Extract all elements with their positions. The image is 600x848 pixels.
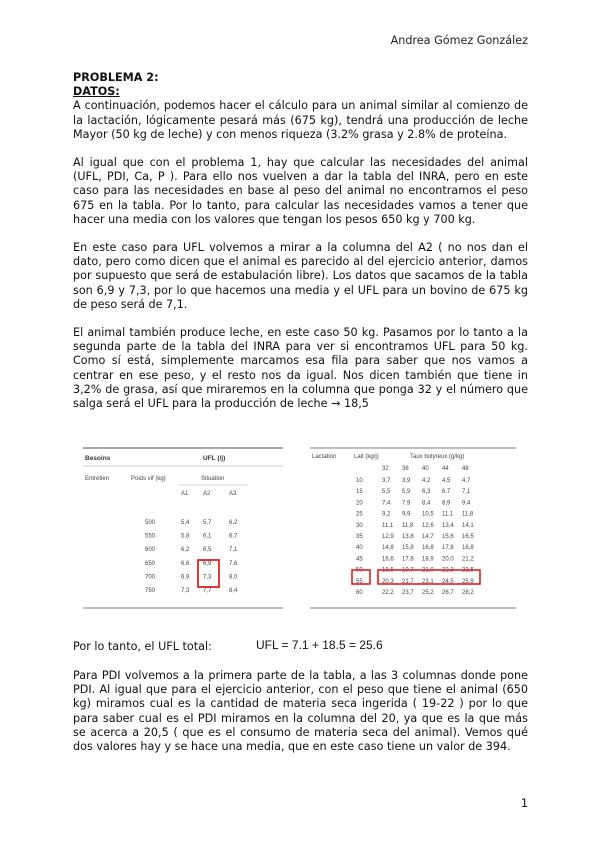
document-body <box>73 71 528 411</box>
tr-value-cell: 4,7 <box>462 478 471 484</box>
tl-col-header: A3 <box>229 491 237 497</box>
tr-heading: Taux butyreux (g/kg) <box>410 454 465 460</box>
tr-value-cell: 28,2 <box>462 590 474 596</box>
tr-value-cell: 4,5 <box>442 478 451 484</box>
tr-value-cell: 9,2 <box>382 511 391 518</box>
tl-situation: Situation <box>201 476 225 482</box>
tr-value-cell: 15,6 <box>442 534 454 540</box>
tr-value-cell: 16,5 <box>462 534 474 540</box>
tl-value-cell: 6,5 <box>203 547 212 554</box>
tl-value-cell: 6,9 <box>203 560 212 567</box>
tr-value-cell: 25,2 <box>422 590 434 596</box>
tr-col-header: 40 <box>422 466 429 472</box>
tr-value-cell: 14,7 <box>422 534 434 540</box>
tr-value-cell: 13,8 <box>402 534 414 540</box>
tl-value-cell: 7,7 <box>203 588 212 594</box>
paragraph-pdi: Para PDI volvemos a la primera parte de la tabla, a las 3 columnas donde pone PDI. Al igual que para el ejercicio anterior, con el peso que tiene el animal (650 kg) miramos cual es la cantidad de materia seca ingerida ( 19-22 ) por lo que para saber cual es el PDI miramos en la columna del 20, ya que es la que más se acerca a 20,5 ( que es el consumo de materia seca del animal). Vemos qué dos valores hay y se hace una media, que en este caso tiene un valor de 394. <box>73 669 528 754</box>
tr-value-cell: 16,6 <box>382 556 394 563</box>
tr-value-cell: 20,0 <box>442 556 454 563</box>
tr-value-cell: 8,4 <box>422 500 431 507</box>
tr-value-cell: 6,3 <box>422 489 431 496</box>
tl-col-header: A1 <box>181 491 189 497</box>
tr-value-cell: 15,8 <box>402 545 414 552</box>
tr-value-cell: 14,1 <box>462 522 474 529</box>
tr-value-cell: 7,9 <box>402 500 411 507</box>
tl-value-cell: 6,1 <box>203 533 212 540</box>
tr-value-cell: 14,8 <box>382 545 394 552</box>
tr-value-cell: 11,8 <box>402 522 414 529</box>
tr-value-cell: 13,4 <box>442 522 454 529</box>
tr-value-cell: 21,0 <box>422 567 434 574</box>
tr-value-cell: 9,9 <box>402 511 411 518</box>
tr-value-cell: 12,6 <box>422 522 434 529</box>
page-header-author: Andrea Gómez González <box>390 34 528 47</box>
tl-heading-right: UFL (/j) <box>203 455 226 462</box>
tr-milk-cell: 60 <box>356 590 363 596</box>
tr-value-cell: 3,9 <box>402 478 411 484</box>
tl-heading-left: Besoins <box>85 455 111 462</box>
inra-table-maintenance <box>83 438 283 610</box>
tl-weight-cell: 550 <box>145 533 156 540</box>
tl-value-cell: 5,7 <box>203 520 212 526</box>
tl-value-cell: 6,9 <box>181 574 190 581</box>
tr-value-cell: 20,3 <box>382 578 394 585</box>
tr-milk-cell: 40 <box>356 545 363 552</box>
tr-value-cell: 4,2 <box>422 478 431 484</box>
tr-col-header: 36 <box>402 466 409 472</box>
ufl-formula: UFL = 7.1 + 18.5 = 25.6 <box>256 638 383 652</box>
tl-weight-cell: 650 <box>145 560 156 567</box>
tl-weight-cell: 700 <box>145 574 156 581</box>
tr-value-cell: 11,1 <box>442 511 454 518</box>
tr-value-cell: 8,9 <box>442 500 451 507</box>
tr-value-cell: 19,7 <box>402 567 414 574</box>
page-number: 1 <box>520 797 528 810</box>
tl-value-cell: 6,7 <box>229 533 238 540</box>
tr-value-cell: 11,8 <box>462 511 474 518</box>
tr-col-header: 48 <box>462 466 469 472</box>
tr-value-cell: 18,9 <box>422 556 434 563</box>
tr-milk-cell: 45 <box>356 556 363 563</box>
tr-milk-cell: 25 <box>356 511 363 518</box>
tr-value-cell: 26,7 <box>442 590 454 596</box>
tr-value-cell: 23,5 <box>462 567 474 574</box>
tl-col-label: Poids vif (kg) <box>131 476 166 482</box>
paragraph-intro: A continuación, podemos hacer el cálculo para un animal similar al comienzo de la lactación, lógicamente pesará más (675 kg), tendrá una producción de leche Mayor (50 kg de leche) y con menos riqueza (3.2% grasa y 2.8% de proteína. <box>73 99 528 141</box>
tr-value-cell: 16,8 <box>422 545 434 552</box>
tr-value-cell: 7,1 <box>462 489 471 496</box>
tr-value-cell: 22,2 <box>382 590 394 596</box>
tr-milk-cell: 55 <box>356 578 363 585</box>
tr-value-cell: 10,5 <box>422 511 434 518</box>
pdi-section <box>73 669 528 754</box>
tr-value-cell: 3,7 <box>382 478 391 484</box>
tr-value-cell: 12,9 <box>382 534 394 540</box>
tl-value-cell: 6,6 <box>181 560 190 567</box>
tr-row-label: Lactation <box>312 454 337 460</box>
tr-value-cell: 23,1 <box>422 578 434 585</box>
problem-title: PROBLEMA 2: <box>73 71 159 84</box>
tr-value-cell: 9,4 <box>462 500 471 507</box>
tl-value-cell: 8,4 <box>229 588 238 594</box>
tr-milk-cell: 15 <box>356 489 363 496</box>
tl-value-cell: 7,6 <box>229 560 238 567</box>
tl-value-cell: 5,4 <box>181 520 190 526</box>
tr-value-cell: 6,7 <box>442 489 451 496</box>
tr-value-cell: 17,8 <box>402 556 414 563</box>
tr-col-header: 44 <box>442 466 449 472</box>
tl-weight-cell: 750 <box>145 588 156 594</box>
tl-value-cell: 7,1 <box>229 547 238 554</box>
total-label: Por lo tanto, el UFL total: <box>73 640 212 653</box>
tr-value-cell: 18,5 <box>382 567 394 574</box>
tr-value-cell: 21,7 <box>402 578 414 585</box>
tr-value-cell: 17,8 <box>442 545 454 552</box>
tr-milk-cell: 35 <box>356 534 363 540</box>
tl-value-cell: 6,2 <box>229 520 238 526</box>
tr-value-cell: 5,5 <box>382 489 391 496</box>
tr-milk-cell: 30 <box>356 522 363 529</box>
tr-col-label: Lait (kg/j) <box>354 454 379 460</box>
tr-value-cell: 11,1 <box>382 522 394 529</box>
tl-weight-cell: 500 <box>145 520 156 526</box>
tl-col-header: A2 <box>203 491 211 497</box>
tr-value-cell: 7,4 <box>382 500 391 507</box>
tl-weight-cell: 600 <box>145 547 156 554</box>
tr-value-cell: 5,9 <box>402 489 411 496</box>
paragraph-needs: Al igual que con el problema 1, hay que calcular las necesidades del animal (UFL, PDI, Ca, P ). Para ello nos vuelven a dar la tabla del INRA, pero en este caso para las necesidades en base al peso del animal no encontramos el peso 675 en la tabla. Por lo tanto, para calcular las necesidades vamos a tener que hacer una media con los valores que tengan los pesos 650 kg y 700 kg. <box>73 156 528 226</box>
tr-milk-cell: 10 <box>356 478 363 484</box>
paragraph-milk: El animal también produce leche, en este caso 50 kg. Pasamos por lo tanto a la segunda parte de la tabla del INRA para ver si encontramos UFL para 50 kg. Como sí está, simplemente marcamos esa fila para saber que nos vamos a centrar en ese peso, y el resto nos da igual. Nos dicen también que tiene in 3,2% de grasa, así que miraremos en la columna que ponga 32 y el número que salga será el UFL para la producción de leche → 18,5 <box>73 326 528 411</box>
tr-value-cell: 18,8 <box>462 545 474 552</box>
tr-value-cell: 22,3 <box>442 567 454 574</box>
tr-milk-cell: 50 <box>356 567 363 574</box>
tr-value-cell: 21,2 <box>462 556 474 563</box>
tr-milk-cell: 20 <box>356 500 363 507</box>
data-subtitle: DATOS: <box>73 85 120 99</box>
tr-value-cell: 25,9 <box>462 578 474 585</box>
tr-value-cell: 23,7 <box>402 590 414 596</box>
tl-value-cell: 7,3 <box>203 574 212 581</box>
tl-value-cell: 8,0 <box>229 574 238 581</box>
tr-value-cell: 24,5 <box>442 578 454 585</box>
tl-value-cell: 6,2 <box>181 547 190 554</box>
inra-table-lactation <box>310 446 516 610</box>
tr-col-header: 32 <box>382 466 389 472</box>
tl-row-label: Entretien <box>85 476 110 482</box>
tl-value-cell: 7,3 <box>181 588 190 594</box>
paragraph-ufl: En este caso para UFL volvemos a mirar a la columna del A2 ( no nos dan el dato, pero como dicen que el animal es parecido al del ejercicio anterior, damos por supuesto que será de estabulación libre). Los datos que sacamos de la tabla son 6,9 y 7,3, por lo que hacemos una media y el UFL para un bovino de 675 kg de peso será de 7,1. <box>73 241 528 311</box>
tl-value-cell: 5,8 <box>181 533 190 540</box>
